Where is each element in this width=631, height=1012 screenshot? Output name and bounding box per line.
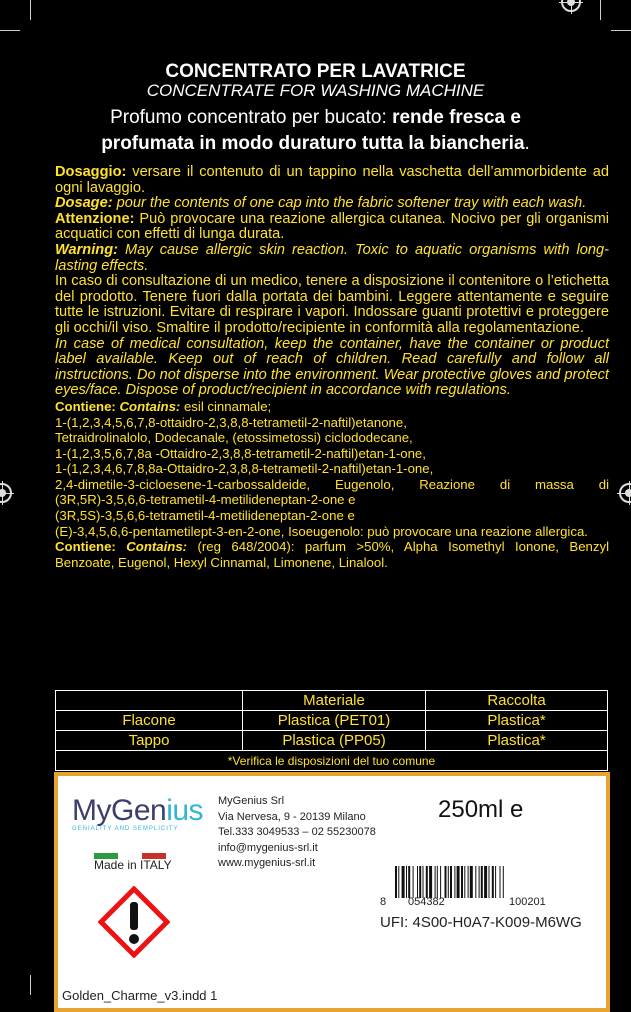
- barcode-bar: [481, 866, 483, 898]
- crop-mark: [600, 0, 601, 20]
- materials-table: [55, 690, 608, 771]
- registration-mark-icon: [619, 483, 631, 503]
- instructions-block: [55, 165, 609, 570]
- barcode-bar: [470, 866, 473, 898]
- barcode-bar: [398, 866, 399, 898]
- barcode-bar: [423, 866, 424, 898]
- barcode-bar: [445, 866, 447, 898]
- barcode-bar: [448, 866, 449, 898]
- barcode-bar: [429, 866, 432, 898]
- barcode-bar: [440, 866, 441, 898]
- barcode-digits-left: 054382: [408, 896, 445, 908]
- barcode-bar: [495, 866, 496, 898]
- barcode-bar: [408, 866, 410, 898]
- table-row: Flacone Plastica (PET01) Plastica*: [56, 711, 608, 731]
- barcode-bar: [426, 866, 428, 898]
- warning-it: Attenzione: Può provocare una reazione allergica cutanea. Nocivo per gli organismi acquatici con effetti di lunga durata.: [55, 210, 609, 243]
- barcode-bar: [419, 866, 421, 898]
- dosage-it: Dosaggio: versare il contenuto di un tappino nella vaschetta dell’ammorbidente ad ogni lavaggio.: [55, 164, 609, 196]
- crop-mark: [30, 0, 31, 20]
- table-header-row: Materiale Raccolta: [56, 691, 608, 711]
- barcode-bar: [417, 866, 418, 898]
- barcode-bar: [413, 866, 414, 898]
- barcode-bar: [468, 866, 469, 898]
- warning-en: Warning: May cause allergic skin reaction. Toxic to aquatic organisms with long-lasting effects.: [55, 241, 609, 274]
- barcode-bar: [454, 866, 455, 898]
- registration-mark-icon: [0, 483, 12, 503]
- product-description: Profumo concentrato per bucato: rende fresca e profumata in modo duraturo tutta la biancheria.: [101, 107, 530, 154]
- crop-mark: [30, 975, 31, 995]
- made-in-label: Made in ITALY: [94, 858, 172, 872]
- dosage-en: Dosage: pour the contents of one cap into the fabric softener tray with each wash.: [55, 195, 587, 212]
- contains-ingredients: Contiene: Contains: (reg 648/2004): parfum >50%, Alpha Isomethyl Ionone, Benzyl Benzoate, Eugenol, Hexyl Cinnamal, Limonene, Linalool.: [55, 539, 609, 570]
- barcode-bar: [492, 866, 494, 898]
- barcode: [395, 866, 599, 898]
- barcode-bar: [489, 866, 490, 898]
- italy-flag-icon: [94, 846, 166, 852]
- crop-mark: [0, 30, 20, 31]
- barcode-bar: [475, 866, 476, 898]
- barcode-bar: [402, 866, 405, 898]
- company-address: MyGenius Srl Via Nervesa, 9 - 20139 Milano Tel.333 3049533 – 02 55230078 info@mygenius-srl.it www.mygenius-srl.it: [218, 795, 376, 869]
- barcode-bar: [406, 866, 407, 898]
- barcode-bar: [437, 866, 438, 898]
- barcode-bar: [484, 866, 487, 898]
- table-row: Tappo Plastica (PP05) Plastica*: [56, 731, 608, 751]
- barcode-bar: [457, 866, 460, 898]
- registration-mark-icon: [561, 0, 581, 12]
- ghs-exclamation-icon: [98, 886, 170, 958]
- barcode-bar: [450, 866, 452, 898]
- file-name: Golden_Charme_v3.indd 1: [62, 988, 218, 1003]
- title-en: CONCENTRATE FOR WASHING MACHINE: [146, 81, 485, 100]
- barcode-bar: [395, 866, 397, 898]
- mygenius-logo: MyGenius GENIALITY AND SEMPLICITY: [72, 794, 204, 832]
- advice-it: In caso di consultazione di un medico, tenere a disposizione il contenitore o l’etichetta del prodotto. Tenere fuori dalla portata dei bambini. Leggere attentamente e seguire tutte le istruzioni. Evitare di respirare i vapori. Indossare guanti protettivi e proteggere gli occhi/il viso. Smaltire il prodotto/recipiente in conformità alla regolamentazione.: [55, 273, 609, 336]
- table-note-row: *Verifica le disposizioni del tuo comune: [56, 751, 608, 771]
- crop-mark: [611, 30, 631, 31]
- contains-allergens: Contiene: Contains: esil cinnamale; 1-(1,2,3,4,5,6,7,8-ottaidro-2,3,8,8-tetrametil-2-naftil)etanone, Tetraidrolinalolo, Dodecanale, (etossimetossi) ciclododecane, 1-(1,2,3,5,6,7,8a -Ottaidro-2,3,8,8-tetrametil-2-naftil)etan-1-one, 1-(1,2,3,4,6,7,8,8a-Ottaidro-2,3,8,8-tetrametil-2-naftil)etan-1-one, 2,4-dimetile-3-cicloesene-1-carbossaldeide, Eugenolo, Reazione di massa di (3R,5R)-3,5,6,6-tetrametil-4-metilideneptan-2-one e (3R,5S)-3,5,6,6-tetrametil-4-metilideneptan-2-one e (E)-3,4,5,6,6-pentametilept-3-en-2-one, Isoeugenolo: può provocare una reazione allergica.: [55, 398, 609, 539]
- ufi-code: UFI: 4S00-H0A7-K009-M6WG: [380, 914, 582, 931]
- advice-en: In case of medical consultation, keep the container, have the container or product label available. Keep out of reach of children. Read carefully and follow all instructions. Do not disperse into the environment. Wear protective gloves and protect eyes/face. Dispose of product/recipient in accordance with regulations.: [55, 335, 609, 399]
- barcode-bar: [464, 866, 465, 898]
- barcode-digit: 8: [380, 896, 387, 908]
- title-it: CONCENTRATO PER LAVATRICE: [165, 61, 466, 82]
- barcode-digits-right: 100201: [509, 896, 546, 908]
- barcode-bar: [435, 866, 436, 898]
- volume-label: 250ml e: [438, 796, 524, 823]
- barcode-bar: [500, 866, 501, 898]
- company-box: [54, 772, 610, 1012]
- barcode-bar: [461, 866, 463, 898]
- barcode-bar: [503, 866, 504, 898]
- barcode-bar: [479, 866, 480, 898]
